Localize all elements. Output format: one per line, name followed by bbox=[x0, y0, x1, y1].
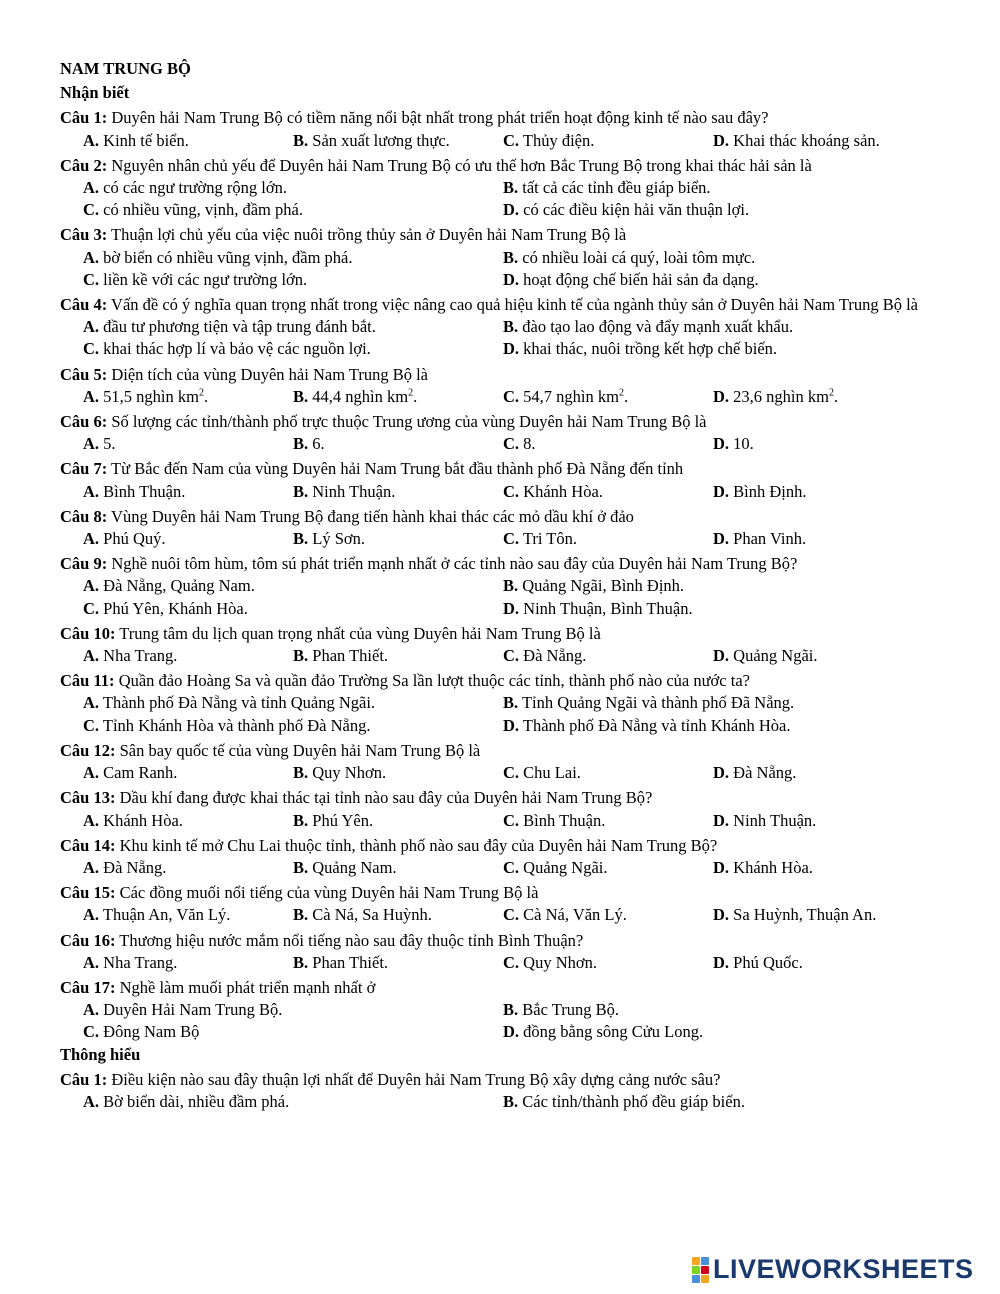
option-b: B. có nhiều loài cá quý, loài tôm mực. bbox=[503, 247, 756, 267]
option-a: A. bờ biển có nhiều vũng vịnh, đầm phá. bbox=[83, 247, 353, 267]
option-b: B. Lý Sơn. bbox=[293, 529, 365, 549]
question-8 bbox=[60, 506, 945, 550]
question-text: Dầu khí đang được khai thác tại tỉnh nào sau đây của Duyên hải Nam Trung Bộ? bbox=[115, 788, 653, 808]
option-d: D. đồng bằng sông Cửu Long. bbox=[503, 1022, 704, 1042]
question-14 bbox=[60, 835, 945, 879]
question-2 bbox=[60, 155, 945, 222]
question-number: Câu 1: bbox=[60, 1069, 108, 1089]
question-number: Câu 15: bbox=[60, 883, 116, 903]
question-number: Câu 13: bbox=[60, 788, 116, 808]
question-9 bbox=[60, 553, 945, 620]
liveworksheets-logo-icon bbox=[692, 1255, 710, 1283]
option-c: C. Quy Nhơn. bbox=[503, 952, 597, 972]
option-c: C. Phú Yên, Khánh Hòa. bbox=[83, 598, 248, 618]
liveworksheets-logo-text: LIVEWORKSHEETS bbox=[713, 1253, 974, 1284]
question-text: Diện tích của vùng Duyên hải Nam Trung Bộ là bbox=[107, 364, 429, 384]
option-a: A. Khánh Hòa. bbox=[83, 810, 183, 830]
option-a: A. Bờ biển dài, nhiều đầm phá. bbox=[83, 1091, 290, 1111]
question-number: Câu 9: bbox=[60, 554, 108, 574]
section-heading-understanding: Thông hiểu bbox=[60, 1044, 141, 1064]
question-12 bbox=[60, 740, 945, 784]
question-understanding-1 bbox=[60, 1069, 945, 1113]
question-text: Từ Bắc đến Nam của vùng Duyên hải Nam Trung bắt đầu thành phố Đà Nẵng đến tỉnh bbox=[107, 459, 684, 479]
option-a: A. Phú Quý. bbox=[83, 529, 166, 549]
option-d: D. hoạt động chế biến hải sản đa dạng. bbox=[503, 269, 759, 289]
question-15 bbox=[60, 882, 945, 926]
option-a: A. Thành phố Đà Nẵng và tỉnh Quảng Ngãi. bbox=[83, 693, 376, 713]
options bbox=[60, 645, 945, 667]
question-3 bbox=[60, 224, 945, 291]
option-d: D. Quảng Ngãi. bbox=[713, 646, 818, 666]
question-text: Trung tâm du lịch quan trọng nhất của vùng Duyên hải Nam Trung Bộ là bbox=[115, 623, 601, 643]
options bbox=[60, 762, 945, 784]
question-number: Câu 8: bbox=[60, 506, 108, 526]
options bbox=[60, 177, 945, 221]
options bbox=[60, 247, 945, 291]
option-b: B. Phú Yên. bbox=[293, 810, 374, 830]
option-b: B. 44,4 nghìn $km^2$. bbox=[293, 386, 418, 406]
option-a: A. Đà Nẵng, Quảng Nam. bbox=[83, 576, 255, 596]
question-5 bbox=[60, 364, 945, 408]
question-7 bbox=[60, 458, 945, 502]
question-text: Điều kiện nào sau đây thuận lợi nhất để Duyên hải Nam Trung Bộ xây dựng cảng nước sâu? bbox=[107, 1069, 721, 1089]
question-number: Câu 17: bbox=[60, 977, 116, 997]
question-10 bbox=[60, 623, 945, 667]
option-c: C. khai thác hợp lí và bảo vệ các nguồn lợi. bbox=[83, 339, 371, 359]
option-c: C. Tri Tôn. bbox=[503, 529, 577, 549]
question-number: Câu 14: bbox=[60, 835, 116, 855]
question-text: Nguyên nhân chủ yếu để Duyên hải Nam Trung Bộ có ưu thế hơn Bắc Trung Bộ trong khai thác hải sản là bbox=[107, 155, 812, 175]
option-b: B. Quảng Nam. bbox=[293, 857, 397, 877]
question-number: Câu 5: bbox=[60, 364, 108, 384]
option-d: D. Ninh Thuận. bbox=[713, 810, 817, 830]
option-a: A. có các ngư trường rộng lớn. bbox=[83, 178, 287, 198]
option-a: A. Thuận An, Văn Lý. bbox=[83, 905, 231, 925]
question-text: Quần đảo Hoàng Sa và quần đảo Trường Sa lần lượt thuộc các tỉnh, thành phố nào của nước ta? bbox=[114, 671, 750, 691]
options bbox=[60, 481, 945, 503]
option-d: D. Thành phố Đà Nẵng và tỉnh Khánh Hòa. bbox=[503, 715, 791, 735]
options bbox=[60, 528, 945, 550]
option-c: C. Thủy điện. bbox=[503, 130, 595, 150]
options bbox=[60, 130, 945, 152]
option-c: C. 54,7 nghìn $km^2$. bbox=[503, 386, 629, 406]
option-b: B. Quảng Ngãi, Bình Định. bbox=[503, 576, 685, 596]
option-d: D. có các điều kiện hải văn thuận lợi. bbox=[503, 200, 750, 220]
option-a: A. 51,5 nghìn $km^2$. bbox=[83, 386, 209, 406]
options bbox=[60, 904, 945, 926]
question-17 bbox=[60, 977, 945, 1044]
option-b: B. Tỉnh Quảng Ngãi và thành phố Đã Nẵng. bbox=[503, 693, 795, 713]
option-a: A. Đà Nẵng. bbox=[83, 857, 167, 877]
option-c: C. Khánh Hòa. bbox=[503, 481, 603, 501]
option-c: C. Đông Nam Bộ bbox=[83, 1022, 200, 1042]
question-6 bbox=[60, 411, 945, 455]
question-number: Câu 7: bbox=[60, 459, 108, 479]
option-d: D. Khánh Hòa. bbox=[713, 857, 813, 877]
options bbox=[60, 999, 945, 1043]
options bbox=[60, 386, 945, 408]
option-d: D. khai thác, nuôi trồng kết hợp chế biến. bbox=[503, 339, 778, 359]
options bbox=[60, 575, 945, 619]
option-d: D. 10. bbox=[713, 434, 754, 454]
option-a: A. 5. bbox=[83, 434, 116, 454]
question-11 bbox=[60, 670, 945, 737]
question-16 bbox=[60, 930, 945, 974]
option-a: A. Cam Ranh. bbox=[83, 763, 178, 783]
question-number: Câu 16: bbox=[60, 930, 116, 950]
question-number: Câu 12: bbox=[60, 740, 116, 760]
option-b: B. 6. bbox=[293, 434, 325, 454]
question-text: Thuận lợi chủ yếu của việc nuôi trồng thủy sản ở Duyên hải Nam Trung Bộ là bbox=[107, 225, 627, 245]
option-d: D. Khai thác khoáng sản. bbox=[713, 130, 880, 150]
question-text: Khu kinh tế mở Chu Lai thuộc tỉnh, thành phố nào sau đây của Duyên hải Nam Trung Bộ? bbox=[115, 835, 718, 855]
option-b: B. Phan Thiết. bbox=[293, 646, 389, 666]
option-c: C. liền kề với các ngư trường lớn. bbox=[83, 269, 308, 289]
option-d: D. Đà Nẵng. bbox=[713, 763, 797, 783]
option-c: C. Cà Ná, Văn Lý. bbox=[503, 905, 627, 925]
option-a: A. Duyên Hải Nam Trung Bộ. bbox=[83, 1000, 283, 1020]
option-d: D. Phú Quốc. bbox=[713, 952, 803, 972]
question-text: Số lượng các tỉnh/thành phố trực thuộc Trung ương của vùng Duyên hải Nam Trung Bộ là bbox=[107, 412, 707, 432]
options bbox=[60, 857, 945, 879]
option-a: A. Nha Trang. bbox=[83, 952, 178, 972]
option-c: C. Tỉnh Khánh Hòa và thành phố Đà Nẵng. bbox=[83, 715, 371, 735]
question-number: Câu 2: bbox=[60, 155, 108, 175]
question-text: Vấn đề có ý nghĩa quan trọng nhất trong việc nâng cao quả hiệu kinh tế của ngành thủy sản ở Duyên hải Nam Trung Bộ là bbox=[107, 295, 919, 315]
question-text: Nghề nuôi tôm hùm, tôm sú phát triển mạnh nhất ở các tỉnh nào sau đây của Duyên hải Nam Trung Bộ? bbox=[107, 554, 798, 574]
option-a: A. đầu tư phương tiện và tập trung đánh bắt. bbox=[83, 317, 376, 337]
options bbox=[60, 692, 945, 736]
option-c: C. Đà Nẵng. bbox=[503, 646, 587, 666]
option-b: B. Phan Thiết. bbox=[293, 952, 389, 972]
option-d: D. Phan Vinh. bbox=[713, 529, 807, 549]
option-c: C. 8. bbox=[503, 434, 536, 454]
question-text: Duyên hải Nam Trung Bộ có tiềm năng nổi bật nhất trong phát triển hoạt động kinh tế nào sau đây? bbox=[107, 108, 769, 128]
option-d: D. Ninh Thuận, Bình Thuận. bbox=[503, 598, 693, 618]
question-4 bbox=[60, 294, 945, 361]
option-b: B. tất cả các tỉnh đều giáp biển. bbox=[503, 178, 711, 198]
option-c: C. Bình Thuận. bbox=[503, 810, 606, 830]
question-number: Câu 4: bbox=[60, 295, 108, 315]
option-a: A. Bình Thuận. bbox=[83, 481, 186, 501]
option-b: B. Quy Nhơn. bbox=[293, 763, 387, 783]
option-b: B. Các tỉnh/thành phố đều giáp biển. bbox=[503, 1091, 745, 1111]
question-1 bbox=[60, 107, 945, 151]
liveworksheets-logo bbox=[692, 1252, 974, 1286]
options bbox=[60, 433, 945, 455]
option-b: B. Bắc Trung Bộ. bbox=[503, 1000, 619, 1020]
options bbox=[60, 810, 945, 832]
options bbox=[60, 1091, 945, 1113]
option-b: B. Ninh Thuận. bbox=[293, 481, 396, 501]
question-text: Sân bay quốc tế của vùng Duyên hải Nam Trung Bộ là bbox=[115, 740, 481, 760]
question-text: Thương hiệu nước mắm nổi tiếng nào sau đây thuộc tỉnh Bình Thuận? bbox=[115, 930, 584, 950]
option-c: C. Quảng Ngãi. bbox=[503, 857, 608, 877]
question-text: Vùng Duyên hải Nam Trung Bộ đang tiến hành khai thác các mỏ dầu khí ở đảo bbox=[107, 506, 634, 526]
option-b: B. Cà Ná, Sa Huỳnh. bbox=[293, 905, 432, 925]
worksheet-page bbox=[60, 58, 945, 1113]
options bbox=[60, 952, 945, 974]
question-number: Câu 1: bbox=[60, 108, 108, 128]
option-d: D. 23,6 nghìn $km^2$. bbox=[713, 386, 839, 406]
option-a: A. Nha Trang. bbox=[83, 646, 178, 666]
question-number: Câu 6: bbox=[60, 412, 108, 432]
option-b: B. đào tạo lao động và đẩy mạnh xuất khẩu. bbox=[503, 317, 794, 337]
question-text: Các đồng muối nổi tiếng của vùng Duyên hải Nam Trung Bộ là bbox=[115, 883, 539, 903]
option-a: A. Kinh tế biển. bbox=[83, 130, 189, 150]
options bbox=[60, 316, 945, 360]
option-c: C. có nhiều vũng, vịnh, đầm phá. bbox=[83, 200, 303, 220]
question-number: Câu 11: bbox=[60, 671, 115, 691]
option-d: D. Sa Huỳnh, Thuận An. bbox=[713, 905, 877, 925]
question-number: Câu 10: bbox=[60, 623, 116, 643]
page-title: NAM TRUNG BỘ bbox=[60, 59, 191, 78]
option-c: C. Chu Lai. bbox=[503, 763, 581, 783]
section-heading-recognition: Nhận biết bbox=[60, 83, 130, 103]
question-13 bbox=[60, 787, 945, 831]
option-b: B. Sản xuất lương thực. bbox=[293, 130, 450, 150]
option-d: D. Bình Định. bbox=[713, 481, 807, 501]
question-text: Nghề làm muối phát triển mạnh nhất ở bbox=[115, 977, 376, 997]
question-number: Câu 3: bbox=[60, 225, 108, 245]
